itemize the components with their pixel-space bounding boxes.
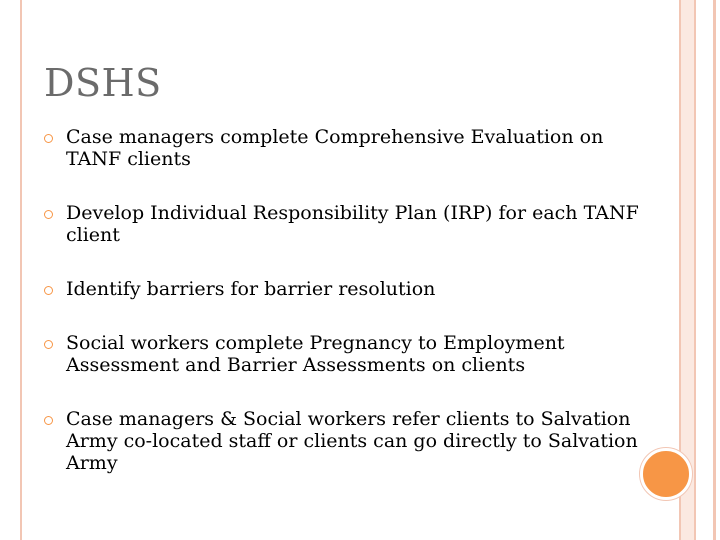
bullet-item [44,408,644,474]
bullet-text: Social workers complete Pregnancy to Employment Assessment and Barrier Assessments on clients [66,332,565,376]
accent-circle [640,448,692,500]
bullet-item [44,126,644,170]
bullet-text: Develop Individual Responsibility Plan (IRP) for each TANF client [66,202,639,246]
slide-title: DSHS [44,61,162,105]
right-band-line [694,0,696,540]
bullet-text: Case managers complete Comprehensive Evaluation on TANF clients [66,126,604,170]
bullet-item [44,202,644,246]
bullet-circle-icon [44,340,53,349]
bullet-circle-icon [44,134,53,143]
right-band-line [713,0,716,540]
bullet-text: Identify barriers for barrier resolution [66,278,436,300]
left-accent-line [20,0,22,540]
bullet-circle-icon [44,416,53,425]
bullet-item [44,332,644,376]
bullet-list [44,126,644,474]
bullet-circle-icon [44,210,53,219]
bullet-item [44,278,644,300]
bullet-text: Case managers & Social workers refer clients to Salvation Army co-located staff or clients can go directly to Salvation Army [66,408,638,474]
bullet-circle-icon [44,286,53,295]
